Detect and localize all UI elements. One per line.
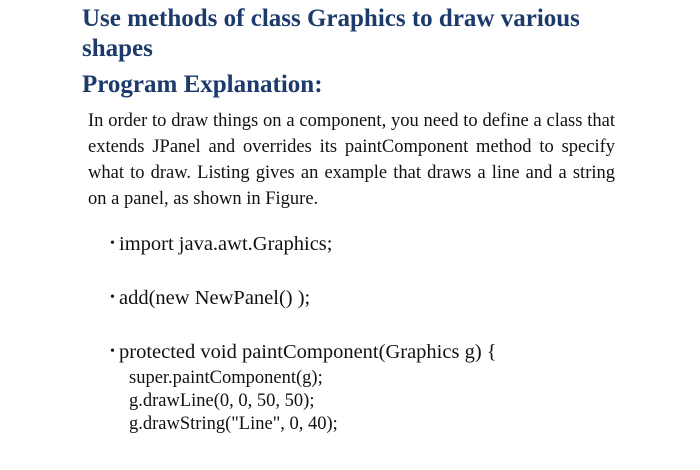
bullet-text: protected void paintComponent(Graphics g) { bbox=[119, 341, 497, 363]
code-line: g.drawLine(0, 0, 50, 50); bbox=[129, 391, 315, 411]
code-line: g.drawString("Line", 0, 40); bbox=[129, 414, 338, 434]
bullet-dot-icon: • bbox=[110, 236, 115, 252]
slide-title: Use methods of class Graphics to draw various shapes bbox=[82, 5, 580, 62]
bullet-paint-component bbox=[110, 339, 497, 366]
bullet-text: add(new NewPanel() ); bbox=[119, 287, 311, 309]
bullet-text: import java.awt.Graphics; bbox=[119, 233, 333, 255]
bullet-add-panel bbox=[110, 285, 310, 312]
method-body-code bbox=[129, 367, 338, 436]
code-line: super.paintComponent(g); bbox=[129, 368, 323, 388]
bullet-import bbox=[110, 231, 332, 258]
section-heading: Program Explanation: bbox=[82, 71, 323, 98]
bullet-dot-icon: • bbox=[110, 290, 115, 306]
bullet-dot-icon: • bbox=[110, 344, 115, 360]
explanation-paragraph: In order to draw things on a component, you need to define a class that extends JPanel and overrides its paintComponent method to specify what to draw. Listing gives an example that draws a line and a string on a panel, as shown in Figure. bbox=[88, 111, 615, 209]
